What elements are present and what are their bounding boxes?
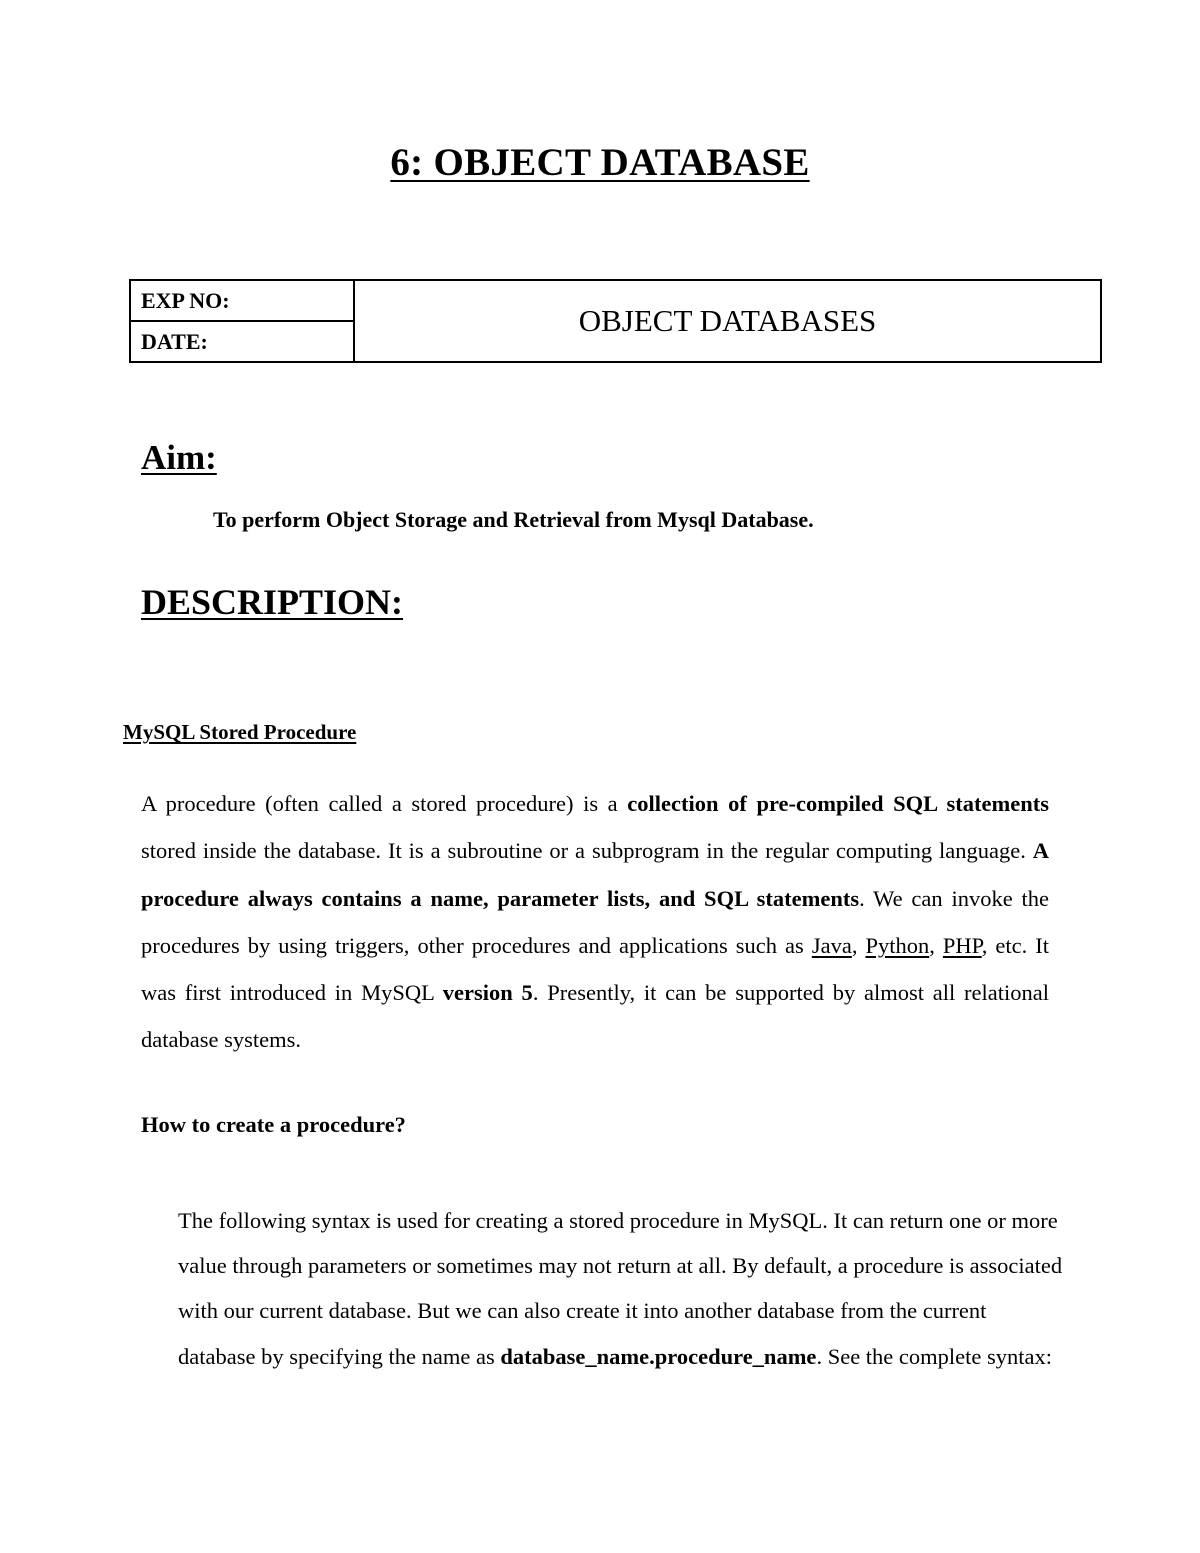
experiment-title: OBJECT DATABASES (354, 280, 1101, 362)
text-run: stored inside the database. It is a subroutine or a subprogram in the regular computing language. (141, 838, 1033, 864)
text-run: , (851, 932, 866, 958)
how-to-create-heading: How to create a procedure? (141, 1112, 406, 1137)
text-run: , (929, 932, 943, 958)
text-run: The following syntax is used for creating a stored procedure in MySQL. It can return one or more value through parameters or sometimes may not return at all. By default, a procedure is associated with our current database. But we can also create it into another database from the current database by specifying the name as (178, 1208, 1063, 1369)
text-run: A procedure (often called a stored procedure) is a (141, 791, 628, 816)
php-link[interactable]: PHP (942, 932, 982, 958)
bold-text-run: A procedure always contains a name, parameter lists, and SQL statements (141, 838, 1049, 911)
stored-procedure-paragraph (141, 780, 1049, 1064)
bold-text-run: version 5 (442, 980, 533, 1006)
text-run: . See the complete syntax: (816, 1343, 1052, 1369)
section-subheading: MySQL Stored Procedure (123, 720, 357, 744)
python-link[interactable]: Python (865, 932, 930, 958)
java-link[interactable]: Java (811, 932, 852, 958)
aim-text: To perform Object Storage and Retrieval from Mysql Database. (213, 507, 814, 532)
description-heading: DESCRIPTION: (141, 582, 404, 622)
page-title: 6: OBJECT DATABASE (390, 141, 810, 184)
bold-text-run: database_name.procedure_name (500, 1343, 817, 1369)
date-label: DATE: (130, 321, 354, 362)
syntax-paragraph (178, 1198, 1063, 1379)
experiment-header-table (129, 279, 1102, 363)
text-run: . Presently, it can be supported by almost all relational database systems. (141, 980, 1049, 1053)
table-row (130, 280, 1101, 321)
aim-heading: Aim: (141, 438, 217, 477)
bold-text-run: collection of pre-compiled SQL statements (627, 791, 1049, 816)
text-run: , etc. It was first introduced in MySQL (141, 932, 1050, 1006)
exp-no-label: EXP NO: (130, 280, 354, 321)
text-run: . We can invoke the procedures by using triggers, other procedures and applications such as (141, 885, 1049, 958)
